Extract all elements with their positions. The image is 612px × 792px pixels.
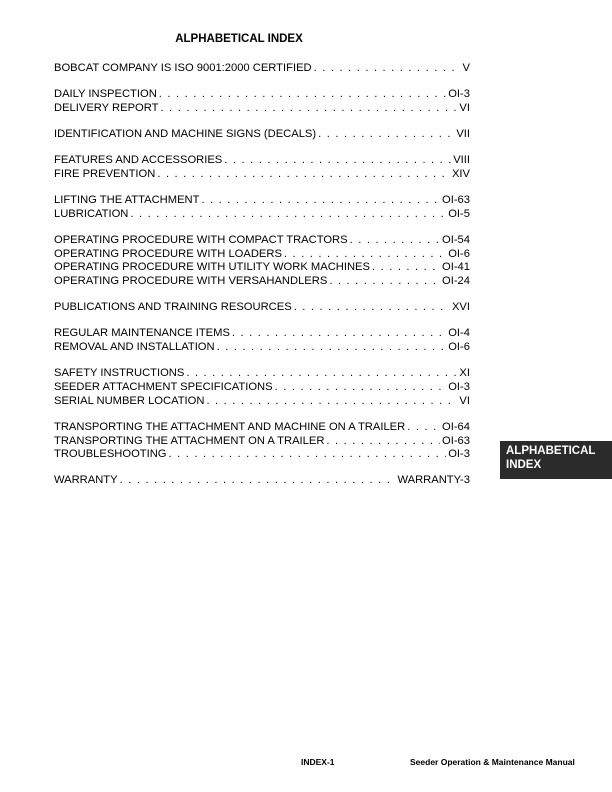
section-tab-line1: ALPHABETICAL <box>506 445 596 457</box>
index-entry-page: OI-3 <box>448 448 470 461</box>
index-group <box>54 88 470 115</box>
footer-manual-title: Seeder Operation & Maintenance Manual <box>410 757 575 767</box>
index-entry-page: OI-3 <box>448 381 470 393</box>
index-entry[interactable] <box>54 421 470 435</box>
dot-leader <box>224 154 451 168</box>
index-entry-page: OI-5 <box>448 207 470 220</box>
index-entry[interactable] <box>54 234 470 248</box>
index-entry-title: BOBCAT COMPANY IS ISO 9001:2000 CERTIFIED <box>54 62 312 74</box>
index-entry-title: WARRANTY <box>54 474 118 487</box>
index-entries <box>54 62 470 501</box>
index-entry-page: VI <box>459 394 470 407</box>
index-entry-title: TRANSPORTING THE ATTACHMENT AND MACHINE ON A TRAILER <box>54 420 406 433</box>
index-entry[interactable] <box>54 208 470 222</box>
index-entry[interactable] <box>54 474 470 488</box>
index-entry-page: OI-4 <box>448 327 470 340</box>
index-entry[interactable] <box>54 381 470 395</box>
footer-page-number: INDEX-1 <box>301 757 335 767</box>
index-entry-page: VIII <box>453 154 470 167</box>
section-tab-line2: INDEX <box>506 459 542 471</box>
index-entry-page: V <box>462 62 470 74</box>
index-group <box>54 301 470 315</box>
index-entry[interactable] <box>54 448 470 462</box>
index-entry-page: VII <box>456 128 470 141</box>
index-entry-title: OPERATING PROCEDURE WITH VERSAHANDLERS <box>54 275 328 288</box>
dot-leader <box>159 88 446 102</box>
index-group <box>54 234 470 289</box>
index-entry-title: TROUBLESHOOTING <box>54 448 167 461</box>
dot-leader <box>201 194 440 208</box>
dot-leader <box>206 395 457 409</box>
dot-leader <box>329 275 440 289</box>
index-entry[interactable] <box>54 128 470 142</box>
index-entry[interactable] <box>54 102 470 116</box>
index-entry[interactable] <box>54 435 470 449</box>
dot-leader <box>350 234 440 248</box>
index-group <box>54 327 470 354</box>
index-entry[interactable] <box>54 367 470 381</box>
index-entry[interactable] <box>54 62 470 76</box>
dot-leader <box>326 435 440 449</box>
index-group <box>54 128 470 142</box>
index-entry-title: OPERATING PROCEDURE WITH UTILITY WORK MACHINES <box>54 261 370 274</box>
index-entry[interactable] <box>54 261 470 275</box>
index-entry-page: OI-41 <box>442 261 470 274</box>
dot-leader <box>318 128 454 142</box>
dot-leader <box>284 248 446 262</box>
index-entry-page: OI-6 <box>448 341 470 354</box>
index-entry-page: VI <box>459 101 470 114</box>
dot-leader <box>120 474 396 488</box>
dot-leader <box>160 102 457 116</box>
dot-leader <box>232 327 446 341</box>
index-entry-title: PUBLICATIONS AND TRAINING RESOURCES <box>54 301 292 314</box>
index-entry-page: XVI <box>451 301 470 314</box>
index-entry[interactable] <box>54 301 470 315</box>
index-group <box>54 62 470 76</box>
index-entry-page: OI-63 <box>442 194 470 207</box>
index-entry-title: OPERATING PROCEDURE WITH LOADERS <box>54 247 282 260</box>
index-entry-title: SEEDER ATTACHMENT SPECIFICATIONS <box>54 381 273 393</box>
index-entry-page: XIV <box>451 167 470 180</box>
index-entry-title: DAILY INSPECTION <box>54 88 157 101</box>
index-entry[interactable] <box>54 395 470 409</box>
index-entry[interactable] <box>54 275 470 289</box>
section-tab[interactable] <box>500 441 612 479</box>
index-entry-title: FIRE PREVENTION <box>54 167 156 180</box>
dot-leader <box>294 301 450 315</box>
index-entry-page: OI-63 <box>442 434 470 447</box>
index-group <box>54 421 470 462</box>
index-entry-page: OI-64 <box>442 420 470 433</box>
index-entry-title: DELIVERY REPORT <box>54 101 159 114</box>
index-entry[interactable] <box>54 248 470 262</box>
index-entry-title: IDENTIFICATION AND MACHINE SIGNS (DECALS) <box>54 128 317 141</box>
index-group <box>54 474 470 488</box>
dot-leader <box>314 62 461 76</box>
dot-leader <box>130 208 446 222</box>
index-entry-page: OI-3 <box>448 88 470 101</box>
index-entry[interactable] <box>54 154 470 168</box>
index-entry-page: WARRANTY-3 <box>397 474 470 487</box>
dot-leader <box>217 341 447 355</box>
index-entry-title: REGULAR MAINTENANCE ITEMS <box>54 327 230 340</box>
index-entry-page: OI-24 <box>442 275 470 288</box>
index-group <box>54 194 470 221</box>
dot-leader <box>407 421 440 435</box>
index-entry[interactable] <box>54 327 470 341</box>
index-entry-title: LIFTING THE ATTACHMENT <box>54 194 200 207</box>
page-title: ALPHABETICAL INDEX <box>175 33 303 45</box>
dot-leader <box>275 381 447 395</box>
index-entry-title: REMOVAL AND INSTALLATION <box>54 341 215 354</box>
index-entry-title: LUBRICATION <box>54 207 129 220</box>
dot-leader <box>157 168 450 182</box>
index-entry[interactable] <box>54 194 470 208</box>
dot-leader <box>169 448 447 462</box>
index-entry-page: XI <box>459 367 470 380</box>
index-entry-title: SAFETY INSTRUCTIONS <box>54 367 185 380</box>
index-entry-page: OI-54 <box>442 234 470 246</box>
index-entry[interactable] <box>54 341 470 355</box>
index-group <box>54 367 470 408</box>
index-entry-title: FEATURES AND ACCESSORIES <box>54 154 223 167</box>
index-entry-title: SERIAL NUMBER LOCATION <box>54 394 205 407</box>
index-entry[interactable] <box>54 168 470 182</box>
dot-leader <box>372 261 440 275</box>
index-entry-page: OI-6 <box>448 247 470 260</box>
index-entry-title: TRANSPORTING THE ATTACHMENT ON A TRAILER <box>54 434 325 447</box>
dot-leader <box>186 367 457 381</box>
index-group <box>54 154 470 181</box>
index-entry-title: OPERATING PROCEDURE WITH COMPACT TRACTORS <box>54 234 348 246</box>
index-entry[interactable] <box>54 88 470 102</box>
